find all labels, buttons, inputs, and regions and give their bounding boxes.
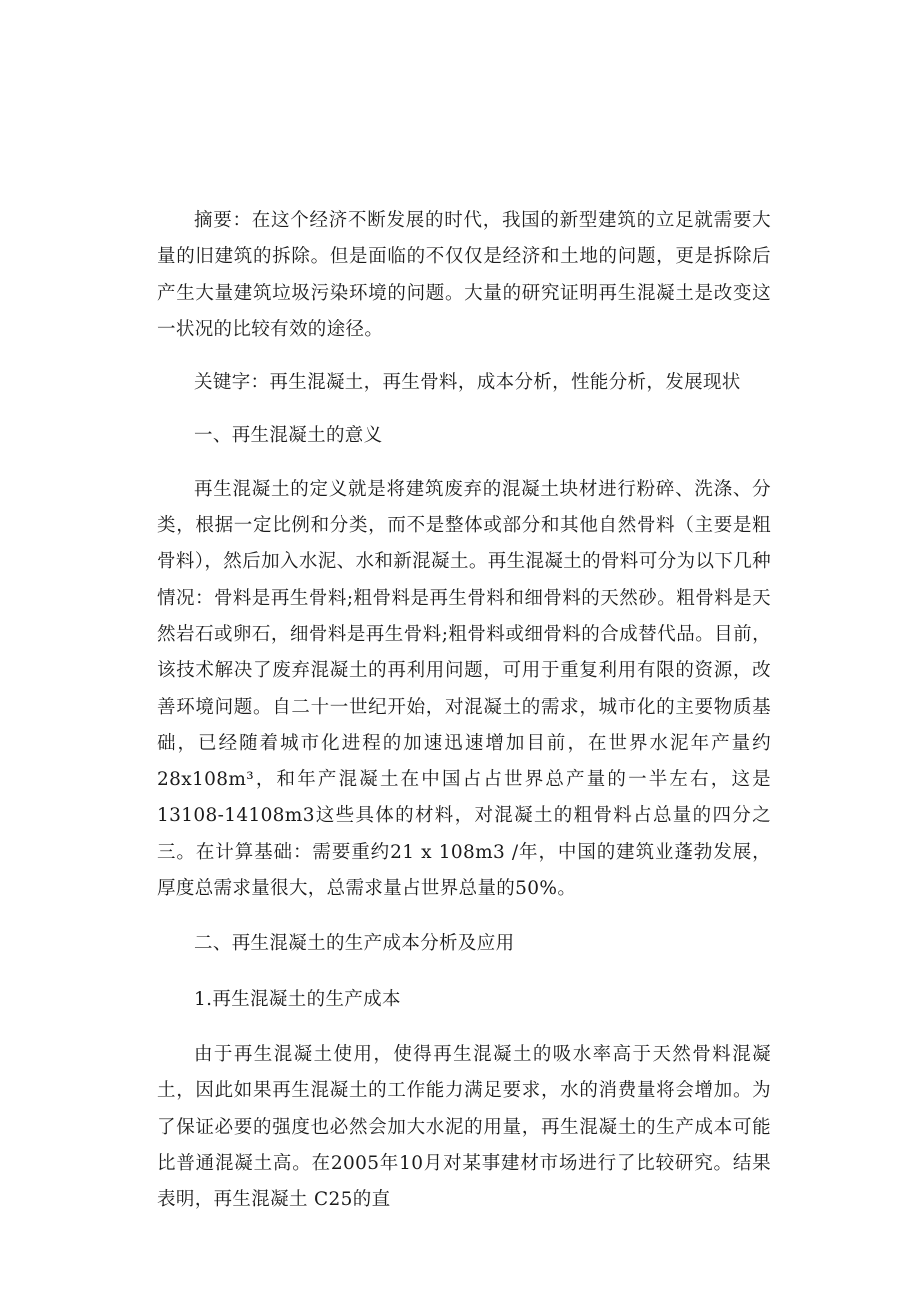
document-body xyxy=(157,203,771,1218)
section-heading-2: 二、再生混凝土的生产成本分析及应用 xyxy=(194,933,515,955)
section-1-paragraph: 再生混凝土的定义就是将建筑废弃的混凝土块材进行粉碎、洗涤、分类，根据一定比例和分类，而不是整体或部分和其他自然骨料（主要是粗骨料），然后加入水泥、水和新混凝土。再生混凝土的骨料可分为以下几种情况：骨料是再生骨料;粗骨料是再生骨料和细骨料的天然砂。粗骨料是天然岩石或卵石，细骨料是再生骨料;粗骨料或细骨料的合成替代品。目前，该技术解决了废弃混凝土的再利用问题，可用于重复利用有限的资源，改善环境问题。自二十一世纪开始，对混凝土的需求，城市化的主要物质基础，已经随着城市化进程的加速迅速增加目前，在世界水泥年产量约28x108m³，和年产混凝土在中国占占世界总产量的一半左右，这是13108-14108m3这些具体的材料，对混凝土的粗骨料占总量的四分之三。在计算基础：需要重约21 x 108m3 /年，中国的建筑业蓬勃发展，厚度总需求量很大，总需求量占世界总量的50%。 xyxy=(157,478,771,900)
subsection-heading-1: 1.再生混凝土的生产成本 xyxy=(194,988,401,1010)
section-heading-1: 一、再生混凝土的意义 xyxy=(194,425,383,447)
subsection-1-paragraph: 由于再生混凝土使用，使得再生混凝土的吸水率高于天然骨料混凝土，因此如果再生混凝土的工作能力满足要求，水的消费量将会增加。为了保证必要的强度也必然会加大水泥的用量，再生混凝土的生产成本可能比普通混凝土高。在2005年10月对某事建材市场进行了比较研究。结果表明，再生混凝土 C25的直 xyxy=(157,1043,771,1211)
abstract-paragraph: 摘要：在这个经济不断发展的时代，我国的新型建筑的立足就需要大量的旧建筑的拆除。但是面临的不仅仅是经济和土地的问题，更是拆除后产生大量建筑垃圾污染环境的问题。大量的研究证明再生混凝土是改变这一状况的比较有效的途径。 xyxy=(157,210,771,340)
keywords-paragraph: 关键字：再生混凝土，再生骨料，成本分析，性能分析，发展现状 xyxy=(194,372,741,394)
